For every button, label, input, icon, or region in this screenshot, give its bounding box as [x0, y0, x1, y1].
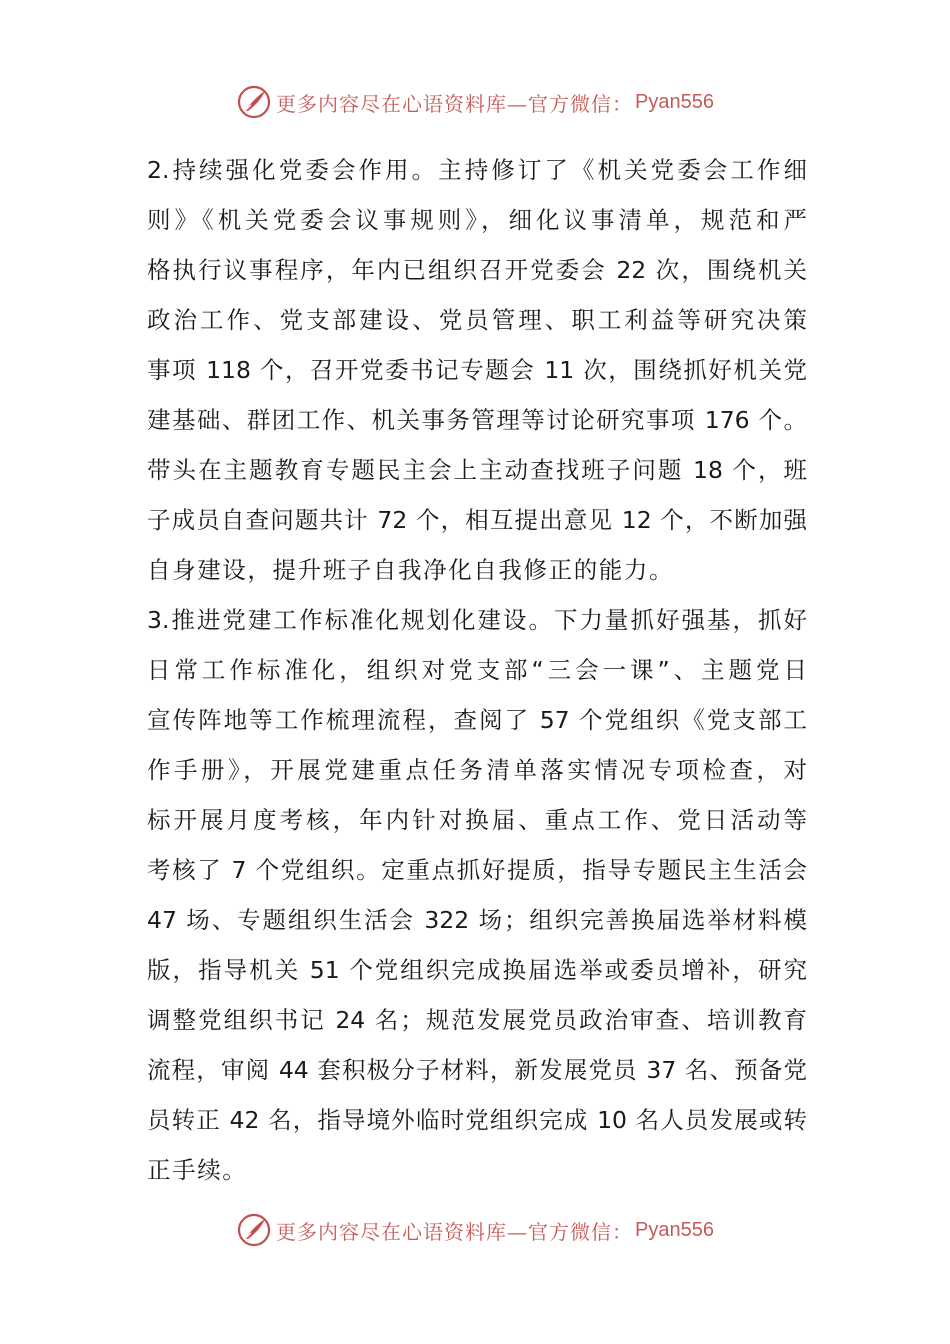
paragraph-line: 版，指导机关 51 个党组织完成换届选举或委员增补，研究 [147, 956, 807, 984]
paragraph-line: 标开展月度考核，年内针对换届、重点工作、党日活动等 [147, 806, 807, 834]
quill-pen-logo-icon [236, 84, 272, 120]
header-banner [0, 82, 950, 122]
document-body [147, 145, 807, 1195]
paragraph-line: 日常工作标准化，组织对党支部“三会一课”、主题党日 [147, 656, 807, 684]
paragraph-line: 事项 118 个，召开党委书记专题会 11 次，围绕抓好机关党 [147, 356, 807, 384]
paragraph-line: 建基础、群团工作、机关事务管理等讨论研究事项 176 个。 [147, 406, 807, 434]
paragraph-line: 格执行议事程序，年内已组织召开党委会 22 次，围绕机关 [147, 256, 807, 284]
paragraph-line: 则》《机关党委会议事规则》，细化议事清单，规范和严 [147, 206, 807, 234]
paragraph-line: 政治工作、党支部建设、党员管理、职工利益等研究决策 [147, 306, 807, 334]
paragraph-line: 员转正 42 名，指导境外临时党组织完成 10 名人员发展或转 [147, 1106, 807, 1134]
wechat-id: Pyan556 [635, 90, 714, 113]
paragraph-line: 考核了 7 个党组织。定重点抓好提质，指导专题民主生活会 [147, 856, 807, 884]
banner-text: 更多内容尽在心语资料库—官方微信： [276, 91, 634, 116]
paragraph-line: 子成员自查问题共计 72 个，相互提出意见 12 个，不断加强 [147, 506, 807, 534]
quill-pen-logo-icon [236, 1212, 272, 1248]
banner-text: 更多内容尽在心语资料库—官方微信： [276, 1219, 634, 1244]
paragraph-line: 宣传阵地等工作梳理流程，查阅了 57 个党组织《党支部工 [147, 706, 807, 734]
paragraph-line: 作手册》，开展党建重点任务清单落实情况专项检查，对 [147, 756, 807, 784]
paragraph-line: 带头在主题教育专题民主会上主动查找班子问题 18 个，班 [147, 456, 807, 484]
paragraph-line: 2.持续强化党委会作用。主持修订了《机关党委会工作细 [147, 156, 807, 184]
paragraph-line: 47 场、专题组织生活会 322 场；组织完善换届选举材料模 [147, 906, 807, 934]
paragraph-line: 正手续。 [147, 1156, 248, 1184]
paragraph-line: 调整党组织书记 24 名；规范发展党员政治审查、培训教育 [147, 1006, 807, 1034]
footer-banner [0, 1210, 950, 1250]
paragraph-line: 3.推进党建工作标准化规划化建设。下力量抓好强基，抓好 [147, 606, 807, 634]
paragraph-line: 自身建设，提升班子自我净化自我修正的能力。 [147, 556, 675, 584]
wechat-id: Pyan556 [635, 1218, 714, 1241]
paragraph-line: 流程，审阅 44 套积极分子材料，新发展党员 37 名、预备党 [147, 1056, 807, 1084]
